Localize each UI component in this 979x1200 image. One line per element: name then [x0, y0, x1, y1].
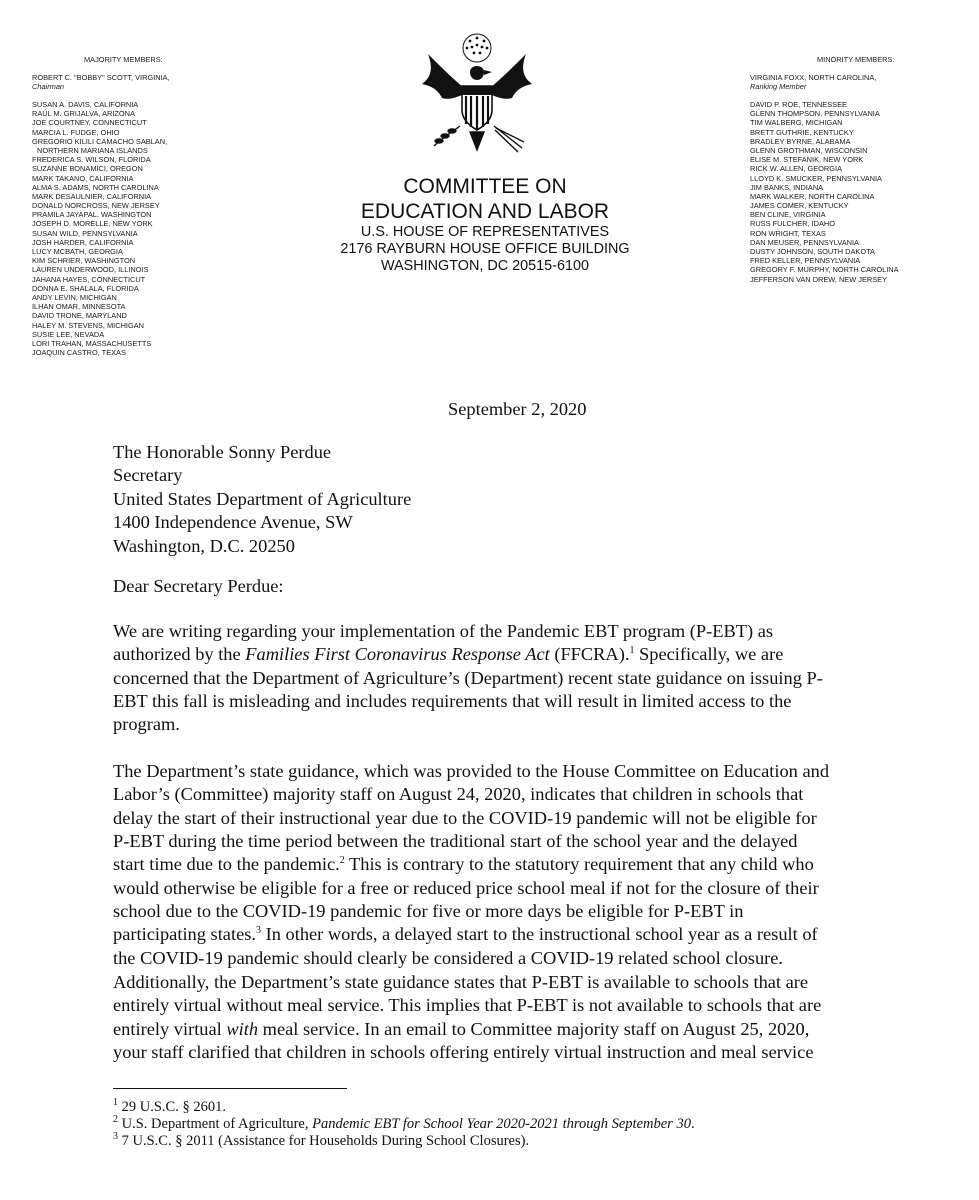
recipient-line: United States Department of Agriculture — [113, 488, 412, 509]
p2-line: The Department’s state guidance, which was provided to the House Committee on Education and — [113, 761, 830, 781]
recipient-line: Secretary — [113, 465, 183, 486]
p2-line — [113, 853, 829, 876]
p2-line: P-EBT during the time period between the traditional start of the school year and the delayed — [113, 831, 798, 852]
paragraph-2 — [113, 760, 829, 970]
member-name: SUSAN WILD, PENNSYLVANIA — [32, 228, 138, 238]
minority-chair-name: VIRGINIA FOXX, NORTH CAROLINA, — [750, 73, 877, 82]
member-name: JIM BANKS, INDIANA — [750, 182, 824, 192]
recipient-line: Washington, D.C. 20250 — [113, 535, 295, 556]
member-name: MARK WALKER, NORTH CAROLINA — [750, 191, 875, 201]
p2-line: Labor’s (Committee) majority staff on August 24, 2020, indicates that children in schools that — [113, 784, 804, 805]
footnote-title: Pandemic EBT for School Year 2020-2021 through September 30 — [312, 1116, 691, 1133]
member-name: JEFFERSON VAN DREW, NEW JERSEY — [750, 274, 888, 284]
member-name: GLENN THOMPSON, PENNSYLVANIA — [750, 109, 880, 119]
footnote-1 — [113, 1099, 695, 1116]
member-name: RON WRIGHT, TEXAS — [750, 228, 826, 238]
member-name: JAHANA HAYES, CONNECTICUT — [32, 274, 146, 284]
p1-line — [113, 643, 823, 666]
footnote-text: . — [690, 1116, 695, 1133]
footnote-num: 3 — [113, 1131, 118, 1143]
letter-date: September 2, 2020 — [448, 399, 587, 419]
footnote-text: 29 U.S.C. § 2601. — [118, 1099, 226, 1115]
member-name: JOSEPH D. MORELLE, NEW YORK — [32, 219, 153, 229]
member-name: LUCY MCBATH, GEORGIA — [32, 247, 123, 256]
p3-line: your staff clarified that children in schools offering entirely virtual instruction and meal service — [113, 1042, 814, 1063]
minority-chair-title: Ranking Member — [750, 82, 807, 92]
member-name: GREGORIO KILILI CAMACHO SABLAN, — [32, 136, 168, 146]
p3-line: Additionally, the Department’s state guidance states that P-EBT is available to schools that are — [113, 972, 809, 992]
footnote-ref-2[interactable]: 2 — [339, 855, 345, 867]
p2-line: delay the start of their instructional year due to the COVID-19 pandemic will not be eligible for — [113, 807, 817, 828]
member-name: HALEY M. STEVENS, MICHIGAN — [32, 320, 144, 330]
p1-text: authorized by the — [113, 644, 246, 665]
p2-text: In other words, a delayed start to the instructional school year as a result of — [261, 924, 818, 945]
member-name: SUSIE LEE, NEVADA — [32, 329, 105, 339]
member-name: LAUREN UNDERWOOD, ILLINOIS — [32, 265, 149, 275]
member-name: ELISE M. STEFANIK, NEW YORK — [750, 155, 864, 165]
p1-line: EBT this fall is misleading and includes requirements that will result in limited access to the — [113, 691, 792, 712]
member-name: DONNA E. SHALALA, FLORIDA — [32, 283, 139, 293]
paragraph-3 — [113, 971, 821, 1064]
p3-line: entirely virtual without meal service. This implies that P-EBT is not available to schools that are — [113, 995, 822, 1016]
p2-line: the COVID-19 pandemic should clearly be considered a COVID-19 related school closure. — [113, 947, 784, 968]
p1-line: We are writing regarding your implementation of the Pandemic EBT program (P-EBT) as — [113, 621, 774, 641]
member-name: DAVID P. ROE, TENNESSEE — [750, 100, 847, 109]
p3-emphasis: with — [226, 1018, 259, 1039]
member-name: RICK W. ALLEN, GEORGIA — [750, 164, 842, 174]
footnote-ref-1[interactable]: 1 — [629, 645, 635, 657]
member-name: JAMES COMER, KENTUCKY — [750, 201, 849, 211]
member-name: ILHAN OMAR, MINNESOTA — [32, 302, 126, 312]
member-name: BRADLEY BYRNE, ALABAMA — [750, 136, 851, 146]
member-name: ALMA S. ADAMS, NORTH CAROLINA — [32, 182, 159, 192]
member-name: MARCIA L. FUDGE, OHIO — [32, 127, 120, 137]
footnote-num: 2 — [113, 1114, 118, 1126]
member-name: GREGORY F. MURPHY, NORTH CAROLINA — [750, 265, 899, 275]
p3-line — [113, 1018, 821, 1041]
majority-members-list — [32, 100, 167, 357]
paragraph-1 — [113, 620, 823, 737]
member-name: GLENN GROTHMAN, WISCONSIN — [750, 145, 868, 155]
footnote-ref-3[interactable]: 3 — [256, 925, 261, 937]
member-name: DUSTY JOHNSON, SOUTH DAKOTA — [750, 247, 875, 256]
majority-chair-title: Chairman — [32, 82, 65, 92]
recipient-line: 1400 Independence Avenue, SW — [113, 512, 353, 533]
p1-line: concerned that the Department of Agriculture’s (Department) recent state guidance on issuing P- — [113, 667, 823, 688]
member-name: FREDERICA S. WILSON, FLORIDA — [32, 155, 151, 165]
member-name: KIM SCHRIER, WASHINGTON — [32, 256, 136, 266]
salutation: Dear Secretary Perdue: — [113, 576, 284, 596]
member-name: RAÚL M. GRIJALVA, ARIZONA — [32, 109, 135, 119]
committee-house: U.S. HOUSE OF REPRESENTATIVES — [360, 224, 610, 240]
member-name: FRED KELLER, PENNSYLVANIA — [750, 256, 861, 266]
minority-members-list — [750, 100, 899, 284]
p2-text: participating states. — [113, 924, 256, 945]
p1-text: Specifically, we are — [634, 644, 784, 665]
p3-text: entirely virtual — [113, 1018, 227, 1039]
footnote-text: 7 U.S.C. § 2011 (Assistance for Households During School Closures). — [118, 1133, 530, 1150]
committee-header — [330, 174, 640, 275]
footnote-divider — [113, 1088, 347, 1089]
member-name: JOE COURTNEY, CONNECTICUT — [32, 118, 147, 128]
majority-chair-name: ROBERT C. "BOBBY" SCOTT, VIRGINIA, — [32, 73, 170, 82]
committee-city: WASHINGTON, DC 20515-6100 — [381, 258, 589, 274]
p1-line: program. — [113, 714, 180, 735]
member-name: DAN MEUSER, PENNSYLVANIA — [750, 237, 859, 247]
p3-text: meal service. In an email to Committee majority staff on August 25, 2020, — [258, 1018, 810, 1039]
committee-title-line1: COMMITTEE ON — [403, 175, 567, 198]
member-name: MARK TAKANO, CALIFORNIA — [32, 173, 134, 183]
p1-text: (FFCRA). — [549, 644, 630, 665]
member-name: JOSH HARDER, CALIFORNIA — [32, 237, 134, 247]
committee-title-line2: EDUCATION AND LABOR — [360, 200, 610, 223]
p2-text: This is contrary to the statutory requirement that any child who — [344, 854, 814, 875]
recipient-address — [113, 441, 411, 558]
p2-line — [113, 923, 829, 946]
member-name: ANDY LEVIN, MICHIGAN — [32, 292, 117, 302]
member-name: BEN CLINE, VIRGINIA — [750, 210, 826, 220]
footnotes — [113, 1099, 695, 1151]
member-name: TIM WALBERG, MICHIGAN — [750, 118, 843, 128]
member-name: PRAMILA JAYAPAL, WASHINGTON — [32, 210, 152, 220]
member-name: NORTHERN MARIANA ISLANDS — [37, 145, 148, 155]
member-name: DONALD NORCROSS, NEW JERSEY — [32, 201, 160, 211]
footnote-num: 1 — [113, 1097, 118, 1109]
footnote-3 — [113, 1133, 695, 1150]
member-name: JOAQUIN CASTRO, TEXAS — [32, 348, 126, 358]
p2-line: would otherwise be eligible for a free or reduced price school meal if not for the closure of their — [113, 877, 819, 898]
house-seal-eagle-icon — [412, 28, 542, 168]
recipient-line: The Honorable Sonny Perdue — [113, 442, 332, 462]
member-name: BRETT GUTHRIE, KENTUCKY — [750, 127, 854, 137]
member-name: MARK DESAULNIER, CALIFORNIA — [32, 191, 152, 201]
footnote-text: U.S. Department of Agriculture, — [118, 1116, 313, 1133]
committee-building: 2176 RAYBURN HOUSE OFFICE BUILDING — [340, 241, 630, 257]
minority-chair — [750, 73, 876, 91]
member-name: RUSS FULCHER, IDAHO — [750, 219, 836, 229]
p2-line: school due to the COVID-19 pandemic for five or more days be eligible for P-EBT in — [113, 901, 744, 922]
member-name: LLOYD K. SMUCKER, PENNSYLVANIA — [750, 173, 882, 183]
member-name: DAVID TRONE, MARYLAND — [32, 311, 127, 321]
footnote-2 — [113, 1116, 695, 1133]
act-title: Families First Coronavirus Response Act — [245, 644, 550, 665]
member-name: LORI TRAHAN, MASSACHUSETTS — [32, 338, 152, 348]
member-name: SUZANNE BONAMICI, OREGON — [32, 164, 143, 174]
member-name: SUSAN A. DAVIS, CALIFORNIA — [32, 100, 139, 109]
majority-chair — [32, 73, 170, 91]
p2-text: start time due to the pandemic. — [113, 854, 340, 875]
minority-members-heading: MINORITY MEMBERS: — [817, 55, 895, 64]
majority-members-heading: MAJORITY MEMBERS: — [84, 55, 163, 64]
